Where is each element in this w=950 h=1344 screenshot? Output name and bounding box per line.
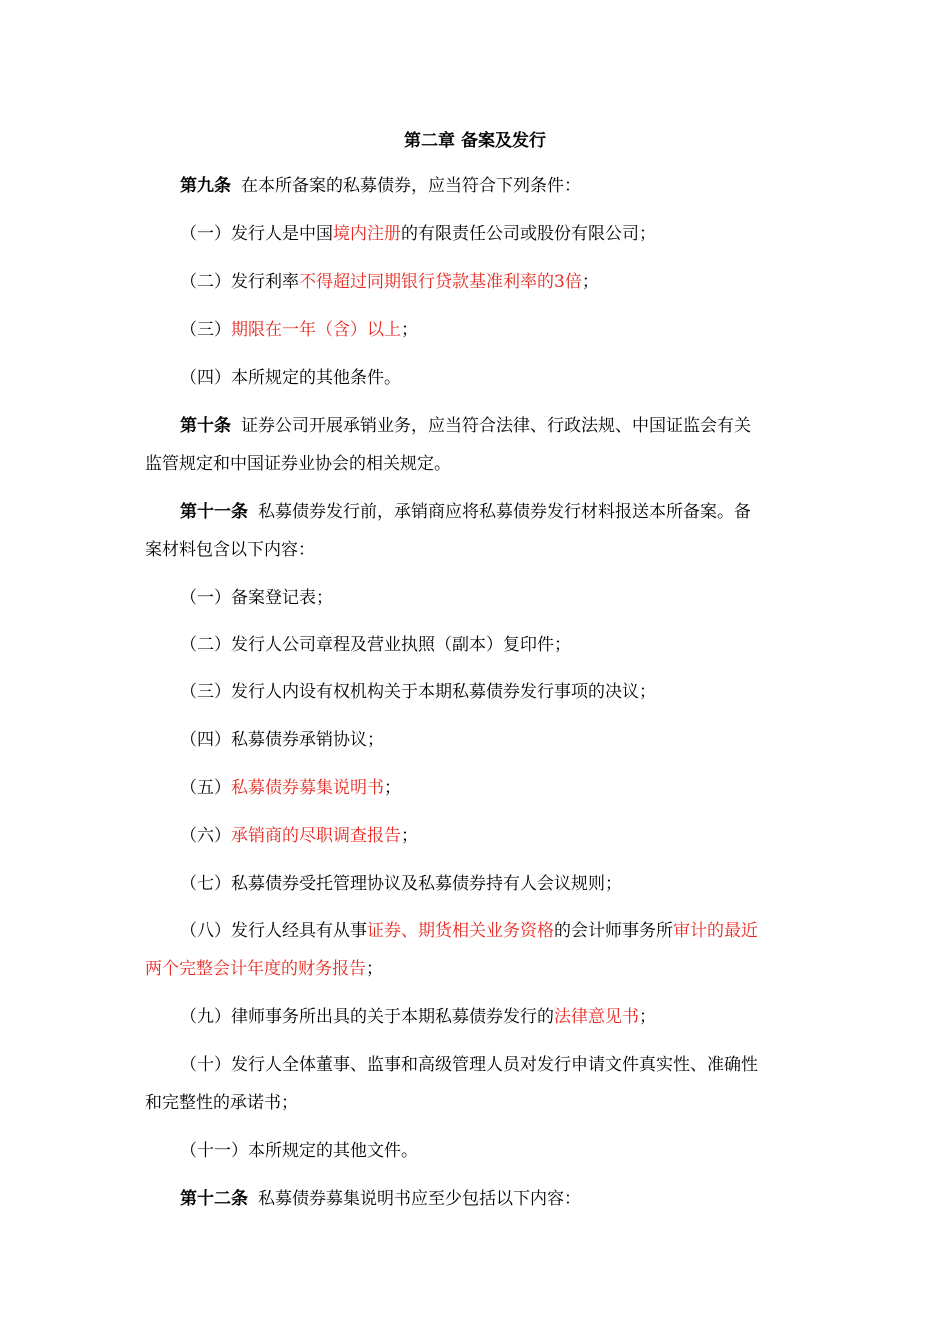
highlight-text: 法律意见书: [554, 1007, 639, 1027]
list-item-continuation: 和完整性的承诺书；: [145, 1093, 298, 1113]
list-item-continuation: 两个完整会计年度的财务报告；: [145, 959, 383, 979]
list-item: （六）承销商的尽职调查报告；: [180, 826, 418, 846]
article-9-heading: [145, 167, 842, 205]
highlight-text: 两个完整会计年度的财务报告: [145, 959, 366, 979]
list-item: （二）发行利率不得超过同期银行贷款基准利率的3倍；: [180, 272, 599, 292]
chapter-title: 第二章 备案及发行: [404, 131, 546, 151]
list-item: （三）期限在一年（含）以上；: [180, 320, 418, 340]
list-item: （十）发行人全体董事、监事和高级管理人员对发行申请文件真实性、准确性: [180, 1055, 758, 1075]
article-10-line2: 监管规定和中国证券业协会的相关规定。: [145, 454, 451, 474]
highlight-text: 境内注册: [333, 224, 401, 244]
list-item: （十一）本所规定的其他文件。: [180, 1141, 418, 1161]
list-item: （一）发行人是中国境内注册的有限责任公司或股份有限公司；: [180, 224, 656, 244]
list-item: （三）发行人内设有权机构关于本期私募债券发行事项的决议；: [180, 682, 656, 702]
highlight-text: 审计的最近: [673, 921, 758, 941]
highlight-text: 承销商的尽职调查报告: [231, 826, 401, 846]
article-label: 第九条: [180, 176, 231, 196]
list-item: （七）私募债券受托管理协议及私募债券持有人会议规则；: [180, 874, 622, 894]
list-item: （八）发行人经具有从事证券、期货相关业务资格的会计师事务所审计的最近: [180, 921, 758, 941]
article-10-line1: 第十条 证券公司开展承销业务，应当符合法律、行政法规、中国证监会有关: [180, 416, 751, 436]
highlight-text: 期限在一年（含）以上: [231, 320, 401, 340]
article-11-line1: 第十一条 私募债券发行前，承销商应将私募债券发行材料报送本所备案。备: [180, 502, 751, 522]
list-item: （五）私募债券募集说明书；: [180, 778, 401, 798]
article-text: 在本所备案的私募债券，应当符合下列条件：: [241, 176, 581, 196]
article-label: 第十一条: [180, 502, 248, 522]
list-item: （四）私募债券承销协议；: [180, 730, 384, 750]
list-item: （二）发行人公司章程及营业执照（副本）复印件；: [180, 635, 571, 655]
list-item: （四）本所规定的其他条件。: [180, 368, 401, 388]
article-12-heading: 第十二条 私募债券募集说明书应至少包括以下内容：: [180, 1189, 581, 1209]
list-item: （九）律师事务所出具的关于本期私募债券发行的法律意见书；: [180, 1007, 656, 1027]
highlight-text: 私募债券募集说明书: [231, 778, 384, 798]
highlight-text: 证券、期货相关业务资格: [367, 921, 554, 941]
article-11-line2: 案材料包含以下内容：: [145, 540, 315, 560]
highlight-text: 不得超过同期银行贷款基准利率的3倍: [299, 272, 582, 292]
article-label: 第十二条: [180, 1189, 248, 1209]
list-item: （一）备案登记表；: [180, 588, 333, 608]
article-label: 第十条: [180, 416, 231, 436]
